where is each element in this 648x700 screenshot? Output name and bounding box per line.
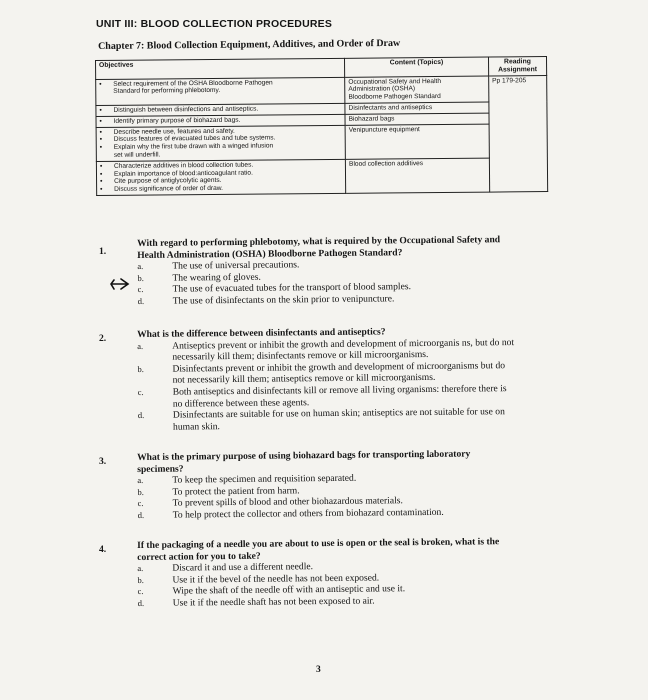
option-a: a. To keep the specimen and requisition separated. <box>137 472 357 486</box>
objective-item: • Explain why the first tube drawn with a winged infusion set will underfill. <box>99 142 274 159</box>
objectives-cell <box>96 159 345 195</box>
objective-item: • Distinguish between disinfections and antiseptics. <box>99 105 259 114</box>
content-cell: Disinfectants and antiseptics <box>345 102 489 114</box>
question-stem: With regard to performing phlebotomy, what is required by the Occupational Safety and Health Administration (OSHA) Bloodborne Pathogen Standard? <box>137 234 501 261</box>
page-number: 3 <box>316 665 321 675</box>
content-cell: Venipuncture equipment <box>345 124 489 159</box>
option-a: a. The use of universal precautions. <box>137 259 300 272</box>
question-stem: What is the primary purpose of using biohazard bags for transporting laboratory specimens? <box>137 448 471 475</box>
table-row <box>96 157 547 195</box>
objective-item: • Discuss features of evacuated tubes and tube systems. <box>99 134 276 144</box>
question-1 <box>137 234 558 308</box>
reading-cell: Pp 179-205 <box>489 75 548 192</box>
option-b: b. The wearing of gloves. <box>137 271 261 284</box>
option-c: c. To prevent spills of blood and other biohazardous materials. <box>137 495 403 510</box>
option-d: d. To help protect the collector and others from biohazard contamination. <box>137 506 444 521</box>
option-d: d. The use of disinfectants on the skin prior to venipuncture. <box>137 293 395 307</box>
question-stem: If the packaging of a needle you are about to use is open or the seal is broken, what is the correct action for you to take? <box>137 536 500 563</box>
option-b: b. Disinfectants prevent or inhibit the growth and development of microorganisms but do not necessarily kill them; antiseptics remove or kill microorganisms. <box>137 359 506 387</box>
objective-item: • Characterize additives in blood collection tubes. <box>99 161 254 170</box>
objective-item: • Identify primary purpose of biohazard bags. <box>99 116 241 125</box>
chapter-title: Chapter 7: Blood Collection Equipment, Additives, and Order of Draw <box>98 37 401 52</box>
objective-item: • Select requirement of the OSHA Bloodborne Pathogen Standard for performing phlebotomy. <box>99 79 273 96</box>
question-number: 3. <box>99 456 107 467</box>
content-cell: Blood collection additives <box>345 158 489 193</box>
option-d: d. Use it if the needle shaft has not been exposed to air. <box>137 595 375 609</box>
content-cell: Biohazard bags <box>345 113 489 125</box>
content-header: Content (Topics) <box>345 57 489 77</box>
objectives-table <box>95 56 548 196</box>
unit-title: UNIT III: BLOOD COLLECTION PROCEDURES <box>96 18 333 30</box>
option-a: a. Discard it and use a different needle. <box>137 561 314 574</box>
option-c: c. The use of evacuated tubes for the transport of blood samples. <box>137 281 412 296</box>
handwritten-arrow-icon <box>109 277 131 295</box>
objective-item: • Discuss significance of order of draw. <box>100 185 224 194</box>
question-2 <box>137 325 563 434</box>
table-row <box>96 75 547 105</box>
objective-item: • Explain importance of blood:anticoagulant ratio. <box>99 169 253 178</box>
option-d: d. Disinfectants are suitable for use on human skin; antiseptics are not suitable for use on human skin. <box>137 406 505 433</box>
question-stem: What is the difference between disinfectants and antiseptics? <box>137 326 386 340</box>
objectives-header: Objectives <box>96 58 345 79</box>
question-number: 1. <box>99 246 107 257</box>
objectives-cell <box>96 125 345 161</box>
table-row <box>96 123 547 161</box>
option-c: c. Both antiseptics and disinfectants kill or remove all living organisms: therefore there is no difference between these agents. <box>137 383 507 410</box>
question-number: 2. <box>99 333 107 344</box>
objective-item: • Describe needle use, features and safety. <box>99 127 235 136</box>
reading-header: Reading Assignment <box>488 57 546 76</box>
option-b: b. To protect the patient from harm. <box>137 485 300 498</box>
option-b: b. Use it if the bevel of the needle has not been exposed. <box>137 572 380 586</box>
option-a: a. Antiseptics prevent or inhibit the growth and development of microorganis ns, but do not necessarily kill them; disinfectants remove or kill microorganisms. <box>137 336 515 363</box>
content-cell: Occupational Safety and Health Administration (OSHA) Bloodborne Pathogen Standard <box>345 76 489 104</box>
option-c: c. Wipe the shaft of the needle off with an antiseptic and use it. <box>137 583 406 598</box>
objective-item: • Cite purpose of antiglycolytic agents. <box>100 177 222 186</box>
question-number: 4. <box>99 544 107 555</box>
objectives-cell <box>96 77 345 106</box>
question-3 <box>137 448 558 522</box>
question-4 <box>137 536 558 610</box>
